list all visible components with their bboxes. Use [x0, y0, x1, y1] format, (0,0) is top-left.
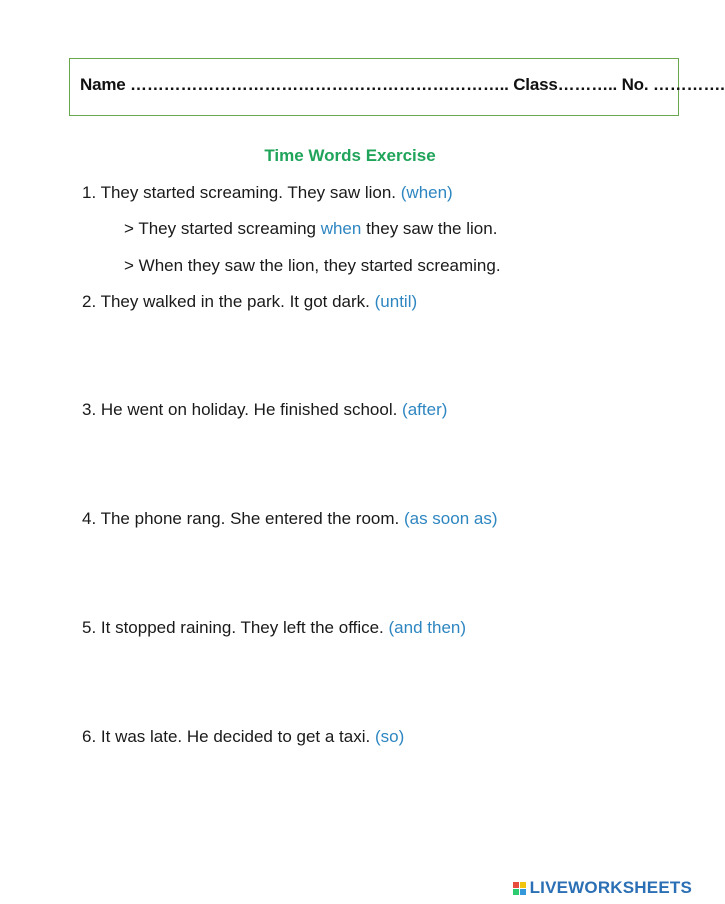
question-5	[82, 618, 466, 638]
question-cue: (as soon as)	[403, 509, 498, 528]
number-blank: ………….	[652, 75, 725, 94]
question-2	[82, 292, 417, 312]
class-label: Class	[513, 75, 558, 94]
question-text: 2. They walked in the park. It got dark.	[82, 292, 375, 311]
example-cue-word: when	[320, 219, 362, 238]
question-text: 4. The phone rang. She entered the room.	[82, 509, 404, 528]
question-cue: (after)	[402, 400, 448, 419]
example-text-before: > They started screaming	[124, 219, 321, 238]
question-3	[82, 400, 447, 420]
question-4	[82, 509, 498, 529]
liveworksheets-logo[interactable]	[513, 878, 692, 898]
student-info-line	[80, 75, 725, 95]
question-1	[82, 183, 453, 203]
logo-text: LIVEWORKSHEETS	[529, 878, 692, 897]
question-6	[82, 727, 404, 747]
name-label: Name	[80, 75, 126, 94]
example-text-after: they saw the lion.	[361, 219, 498, 238]
name-blank: …………………………………………………………..	[130, 75, 509, 94]
question-cue: (when)	[400, 183, 453, 202]
student-info-box	[69, 58, 725, 116]
question-cue: (and then)	[388, 618, 467, 637]
logo-grid-icon	[513, 882, 526, 895]
question-cue: (until)	[374, 292, 418, 311]
question-cue: (so)	[374, 727, 405, 746]
number-label: No.	[621, 75, 649, 94]
question-text: 5. It stopped raining. They left the office.	[82, 618, 389, 637]
class-blank: ………..	[557, 75, 618, 94]
exercise-title: Time Words Exercise	[264, 146, 436, 165]
question-text: 6. It was late. He decided to get a taxi.	[82, 727, 375, 746]
example-answer-1	[124, 219, 497, 239]
question-text: 1. They started screaming. They saw lion.	[82, 183, 401, 202]
question-text: 3. He went on holiday. He finished school.	[82, 400, 403, 419]
example-answer-2: > When they saw the lion, they started screaming.	[124, 256, 501, 275]
